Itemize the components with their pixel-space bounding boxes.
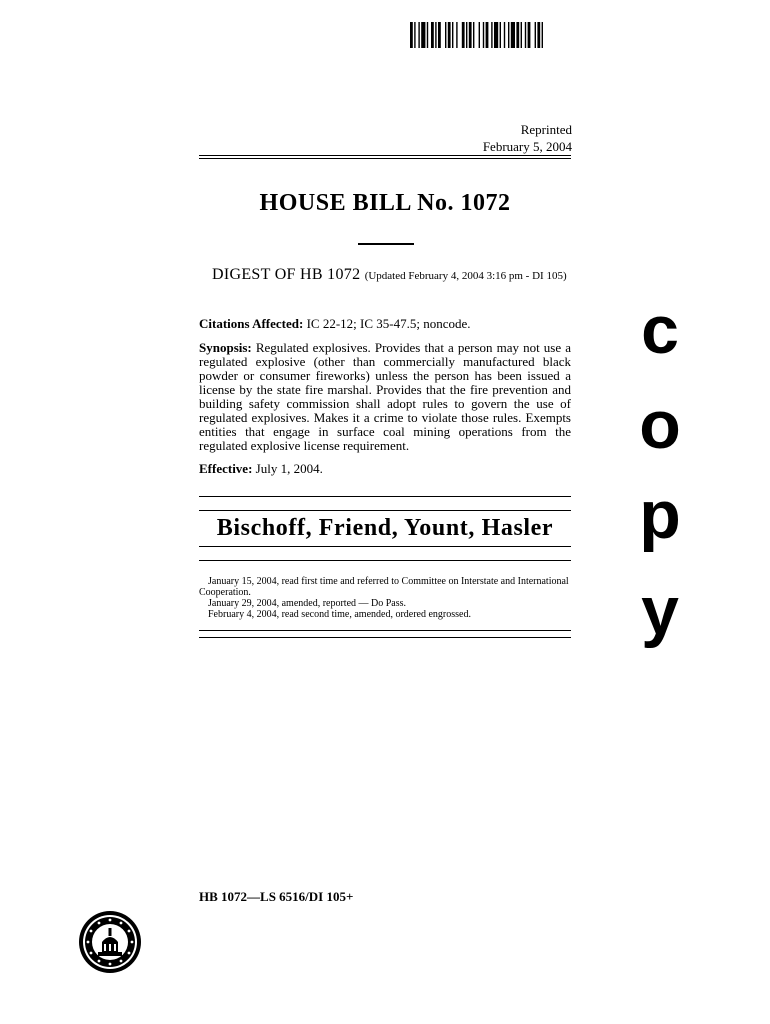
legislative-history xyxy=(199,576,573,620)
state-seal-icon xyxy=(78,910,142,974)
digest-label: DIGEST OF HB 1072 xyxy=(212,266,361,283)
effective-date xyxy=(199,462,571,476)
history-item: January 29, 2004, amended, reported — Do Pass. xyxy=(208,598,407,609)
synopsis-text: Regulated explosives. Provides that a person may not use a regulated explosive (other than commercially manufactured black powder or consumer fireworks) unless the person has been issued a license by the state fire marshal. Provides that the fire prevention and building safety commission shall adopt rules to govern the use of regulated explosives. Makes it a crime to violate those rules. Exempts entities that engage in surface coal mining operations from the regulated explosive license requirement. xyxy=(199,340,571,453)
copy-watermark-letter: o xyxy=(639,387,681,463)
title-rule xyxy=(358,243,414,245)
reprint-label: Reprinted xyxy=(520,122,572,137)
divider xyxy=(199,155,571,156)
digest-updated: (Updated February 4, 2004 3:16 pm - DI 105) xyxy=(364,270,567,282)
citations-affected xyxy=(199,317,571,331)
history-item: January 15, 2004, read first time and referred to Committee on Interstate and International Cooperation. xyxy=(199,576,569,598)
barcode xyxy=(410,22,594,48)
bill-title: HOUSE BILL No. 1072 xyxy=(259,190,511,216)
copy-watermark-letter: y xyxy=(641,573,679,649)
bill-footer-id: HB 1072—LS 6516/DI 105+ xyxy=(199,889,354,904)
history-item: February 4, 2004, read second time, amended, ordered engrossed. xyxy=(208,609,471,620)
divider xyxy=(199,158,571,159)
copy-watermark-letter: p xyxy=(639,477,681,553)
divider xyxy=(199,546,571,547)
divider xyxy=(199,637,571,638)
sponsors: Bischoff, Friend, Yount, Hasler xyxy=(216,515,554,541)
divider xyxy=(199,496,571,497)
digest-heading xyxy=(212,266,567,284)
copy-watermark-letter: c xyxy=(641,292,679,368)
divider xyxy=(199,560,571,561)
citations-label: Citations Affected: xyxy=(199,316,304,331)
divider xyxy=(199,510,571,511)
effective-text: July 1, 2004. xyxy=(255,461,323,476)
effective-label: Effective: xyxy=(199,461,253,476)
synopsis xyxy=(199,341,571,453)
reprint-date: February 5, 2004 xyxy=(482,139,572,154)
synopsis-label: Synopsis: xyxy=(199,340,252,355)
divider xyxy=(199,630,571,631)
citations-text: IC 22-12; IC 35-47.5; noncode. xyxy=(306,316,471,331)
